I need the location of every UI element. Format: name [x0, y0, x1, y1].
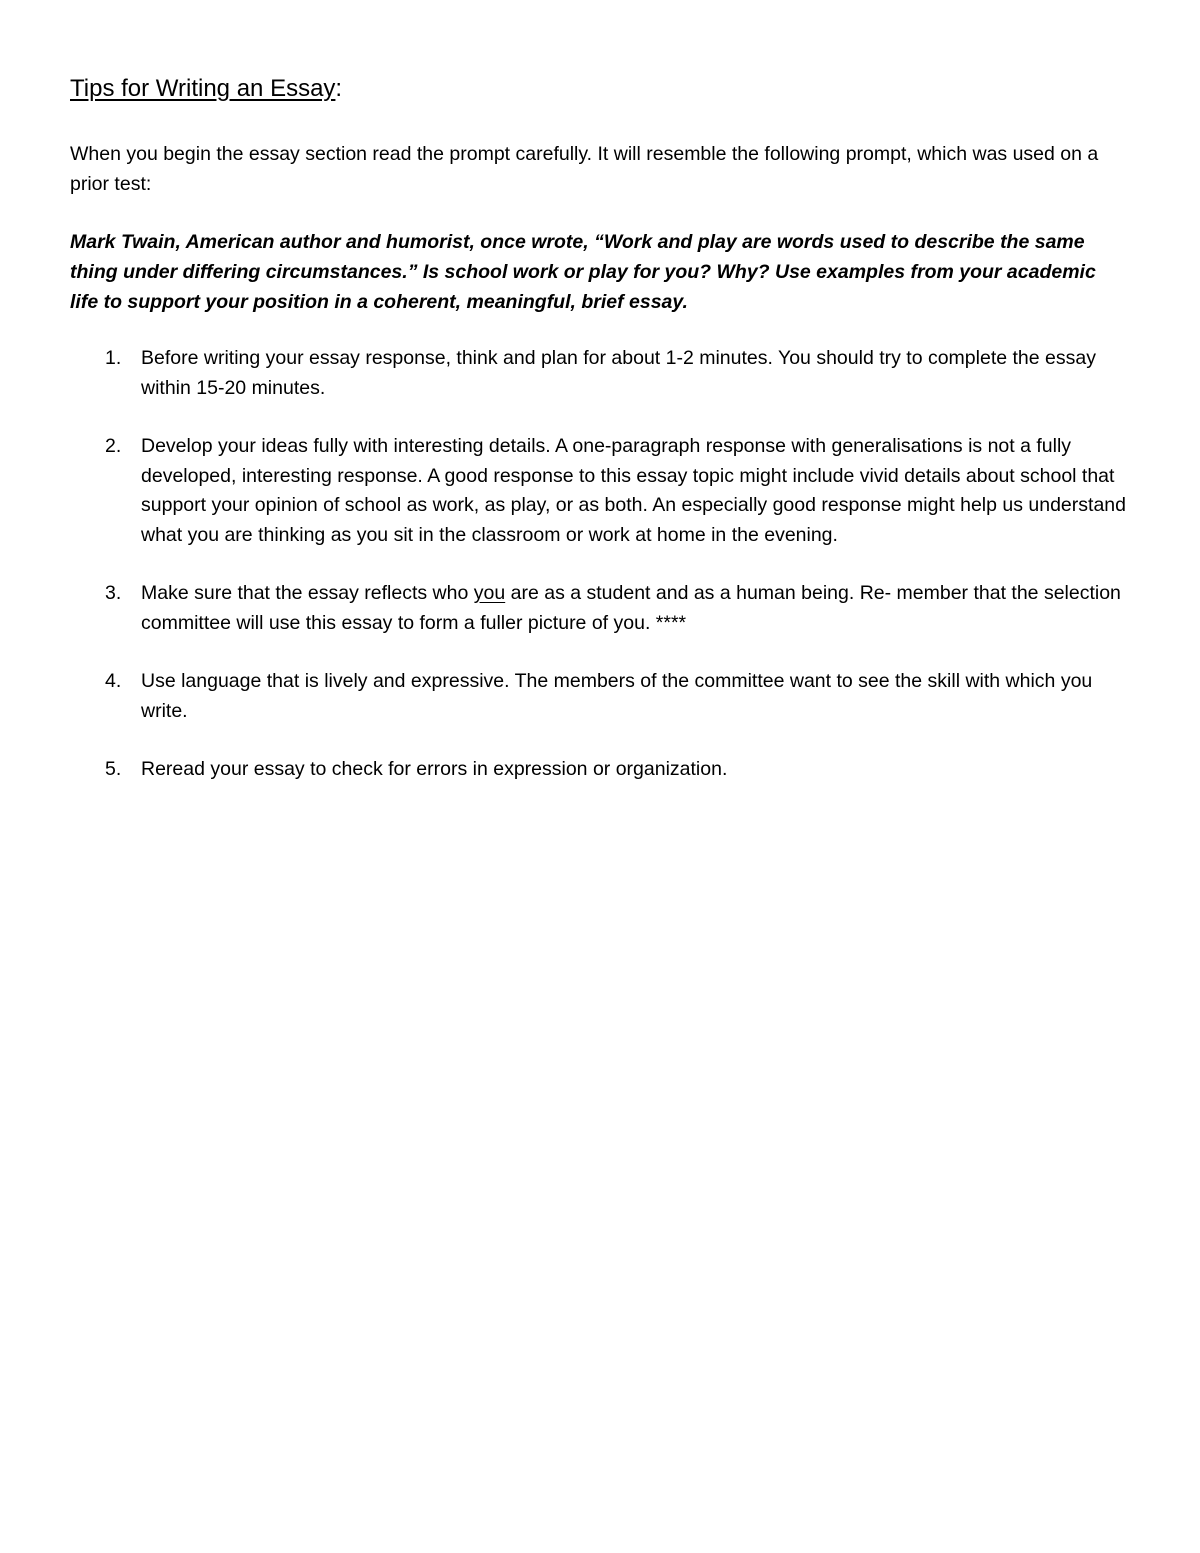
document-title — [70, 73, 342, 105]
title-colon: : — [335, 75, 343, 102]
title-text: Tips for Writing an Essay — [70, 75, 336, 102]
tip-item — [70, 579, 1130, 638]
tip-item — [70, 667, 1130, 726]
tip-item — [70, 344, 1130, 403]
tip-emphasis: you — [473, 582, 506, 604]
tip-text-after: are as a student and as a human being. Re- member that the selection committee will use this essay to form a fuller picture of you. **** — [141, 582, 1121, 634]
tip-number: 2. — [105, 435, 122, 457]
tips-list — [70, 344, 1130, 814]
tip-text: Before writing your essay response, think and plan for about 1-2 minutes. You should try to complete the essay within 15-20 minutes. — [141, 347, 1096, 399]
tip-item — [70, 755, 1130, 785]
intro-paragraph: When you begin the essay section read the prompt carefully. It will resemble the following prompt, which was used on a prior test: — [70, 143, 1099, 195]
tip-text-before: Make sure that the essay reflects who — [141, 582, 474, 604]
tip-number: 4. — [105, 670, 122, 692]
tip-text: Develop your ideas fully with interesting details. A one-paragraph response with generalisations is not a fully developed, interesting response. A good response to this essay topic might include vivid details about school that support your opinion of school as work, as play, or as both. An especially good response might help us understand what you are thinking as you sit in the classroom or work at home in the evening. — [141, 435, 1126, 546]
tip-number: 1. — [105, 347, 122, 369]
tip-number: 5. — [105, 758, 122, 780]
tip-text: Reread your essay to check for errors in expression or organization. — [141, 758, 728, 780]
essay-prompt: Mark Twain, American author and humorist, once wrote, “Work and play are words used to describe the same thing under differing circumstances.” Is school work or play for you? Why? Use examples from your academic life to support your position in a coherent, meaningful, brief essay. — [70, 231, 1096, 313]
tip-text: Use language that is lively and expressive. The members of the committee want to see the skill with which you write. — [141, 670, 1093, 722]
tip-number: 3. — [105, 582, 122, 604]
tip-item — [70, 432, 1130, 550]
